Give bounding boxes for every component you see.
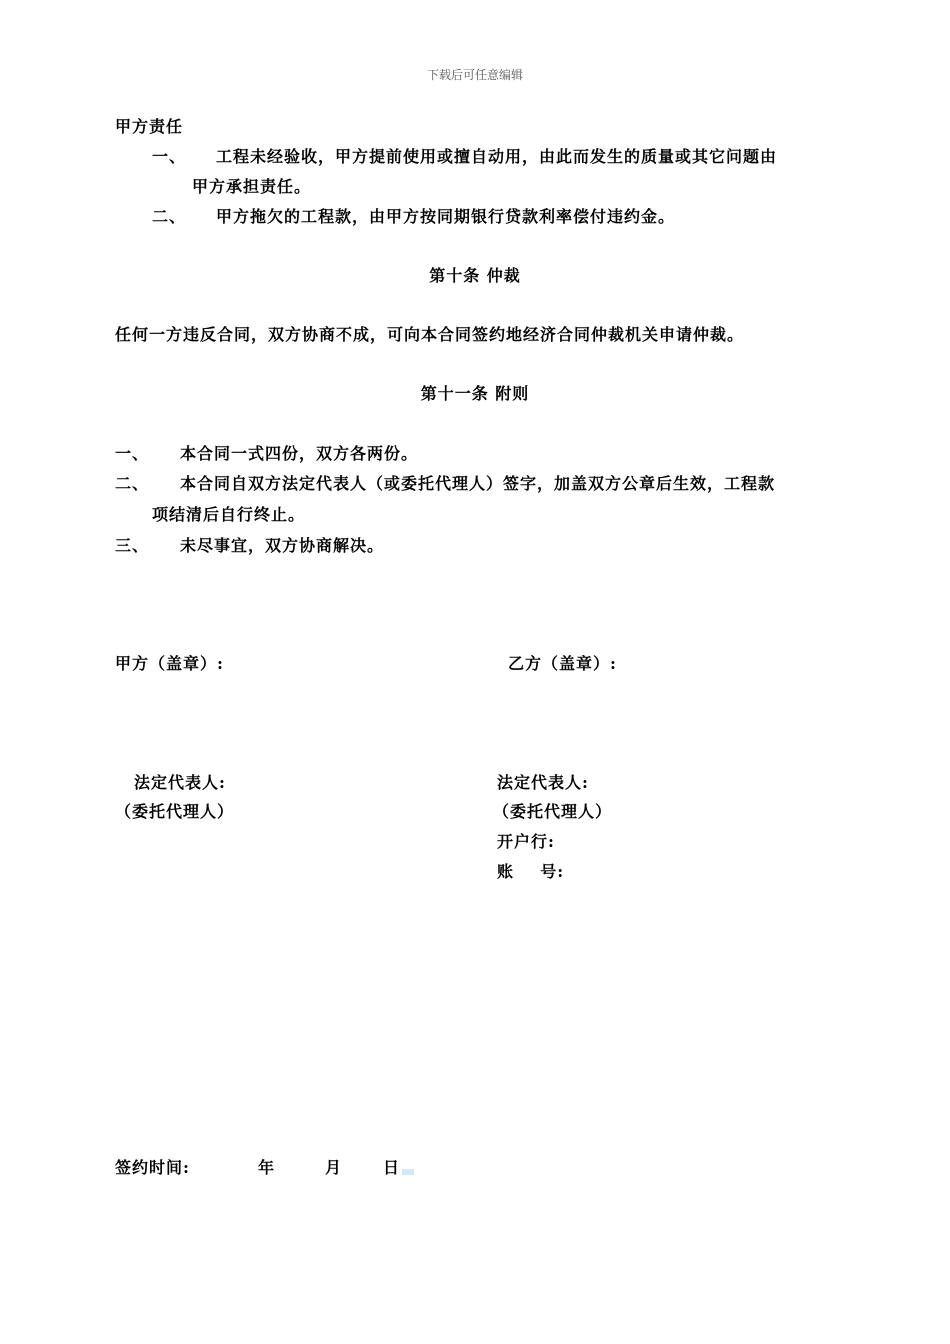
date-day-group	[383, 1155, 414, 1178]
party-a-agent-label: （委托代理人）	[115, 802, 235, 821]
list-number: 一、	[115, 444, 150, 463]
date-year-label: 年	[258, 1158, 276, 1177]
party-b-account-label: 账 号:	[497, 862, 565, 881]
list-item-text: 本合同一式四份，双方各两份。	[180, 444, 419, 463]
page-header-note: 下载后可任意编辑	[426, 68, 523, 82]
list-item-text: 未尽事宜，双方协商解决。	[180, 536, 385, 555]
text-cursor-highlight	[402, 1169, 414, 1175]
list-number: 一、	[152, 147, 187, 166]
list-number: 三、	[115, 536, 150, 555]
signing-date-label: 签约时间:	[115, 1158, 190, 1177]
date-month-label: 月	[325, 1158, 343, 1177]
date-day-label: 日	[383, 1158, 401, 1177]
list-item-text-continued: 甲方承担责任。	[192, 177, 312, 196]
list-item-text: 本合同自双方法定代表人（或委托代理人）签字，加盖双方公章后生效，工程款	[180, 474, 776, 493]
article-10-body: 任何一方违反合同，双方协商不成，可向本合同签约地经济合同仲裁机关申请仲裁。	[115, 325, 745, 344]
list-item-text: 工程未经验收，甲方提前使用或擅自动用，由此而发生的质量或其它问题由	[216, 147, 778, 166]
party-b-rep-label: 法定代表人:	[497, 773, 589, 792]
list-number: 二、	[152, 207, 187, 226]
article-10-title: 第十条 仲裁	[429, 266, 521, 285]
party-a-seal-label: 甲方（盖章）:	[115, 654, 224, 673]
party-b-agent-label: （委托代理人）	[493, 802, 613, 821]
list-item-text-continued: 项结清后自行终止。	[152, 505, 306, 524]
list-number: 二、	[115, 474, 150, 493]
party-b-bank-label: 开户行:	[497, 832, 555, 851]
list-item-text: 甲方拖欠的工程款，由甲方按同期银行贷款利率偿付违约金。	[216, 207, 676, 226]
section-title-party-a: 甲方责任	[115, 117, 184, 136]
party-b-seal-label: 乙方（盖章）:	[508, 654, 617, 673]
article-11-title: 第十一条 附则	[420, 384, 530, 403]
party-a-rep-label: 法定代表人:	[134, 773, 226, 792]
